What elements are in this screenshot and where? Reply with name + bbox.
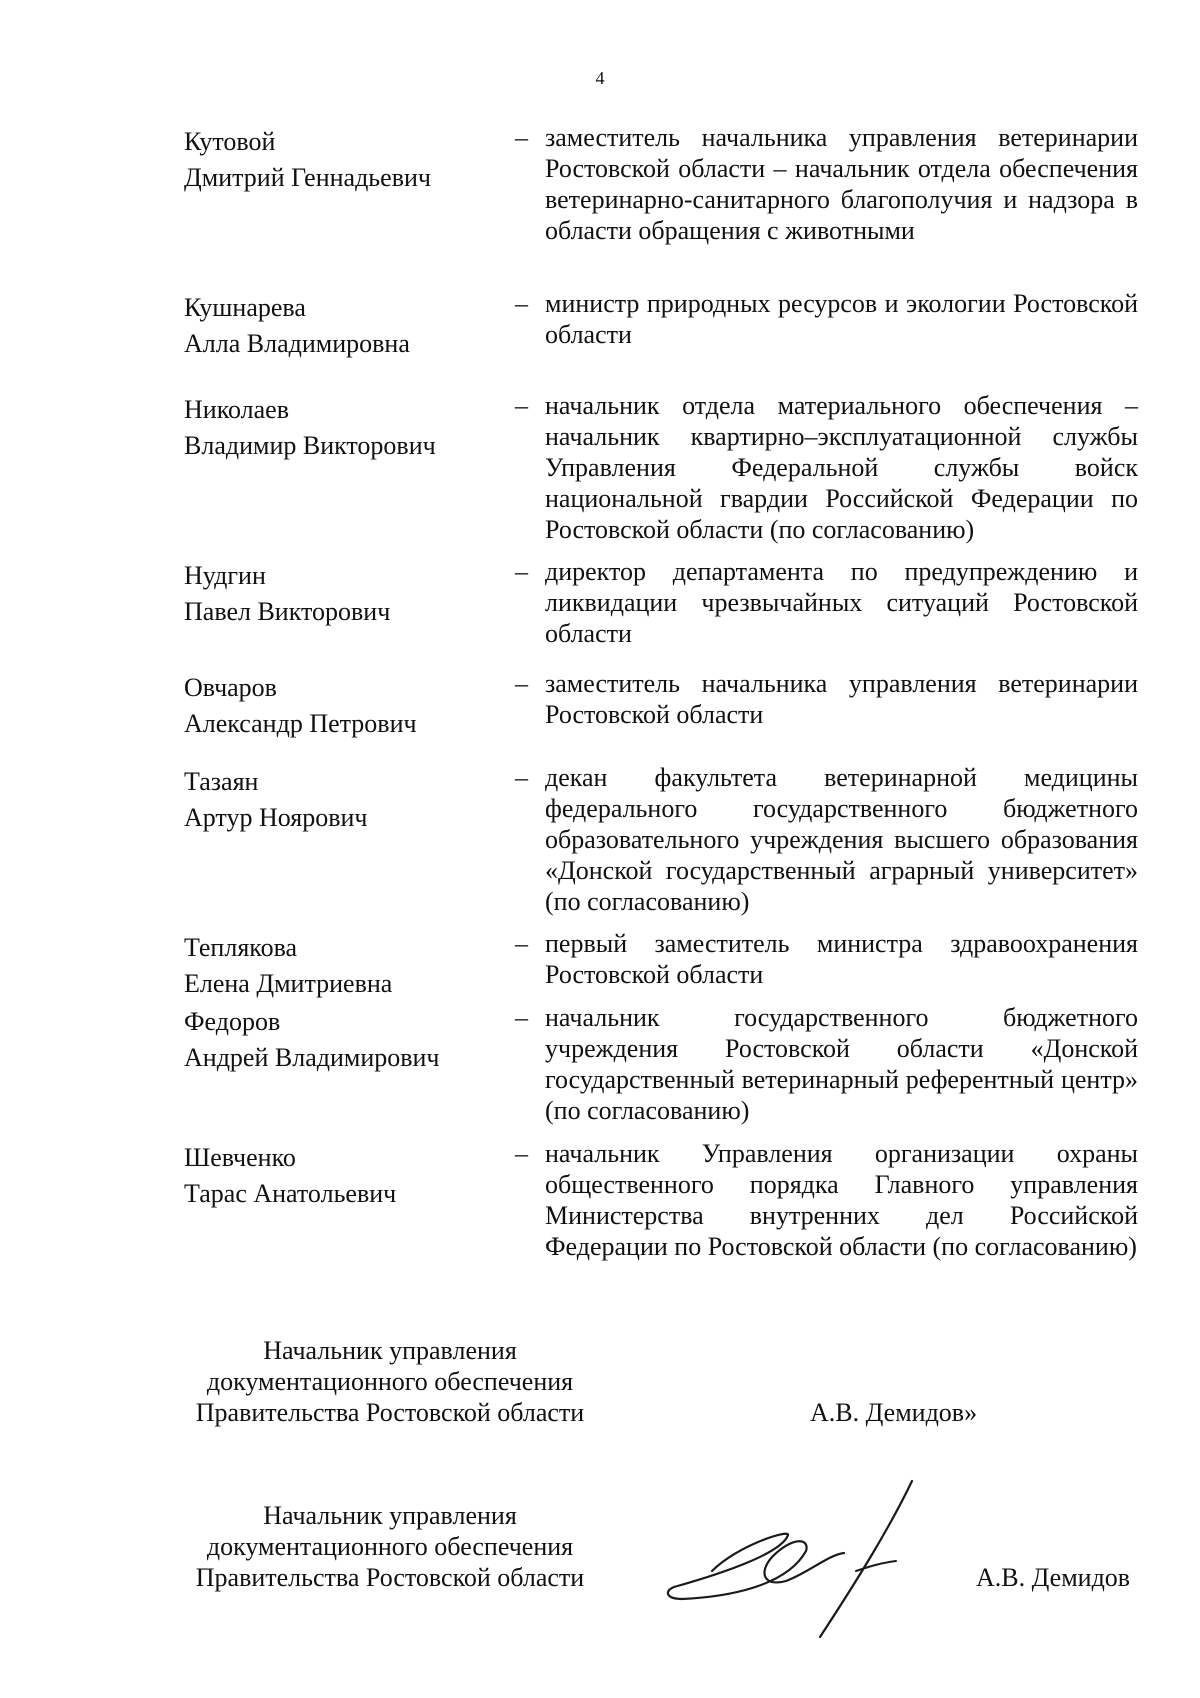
signatory-title-line: Начальник управления (263, 1501, 517, 1530)
entry-dash: – (515, 557, 528, 586)
member-role: заместитель начальника управления ветеринарии Ростовской области (545, 669, 1138, 729)
member-name (184, 670, 494, 742)
member-name (184, 124, 494, 196)
member-given-names: Алла Владимировна (184, 329, 410, 358)
member-role: начальник Управления организации охраны общественного порядка Главного управления Министерства внутренних дел Российской Федерации по Ростовской области (по согласованию) (545, 1139, 1138, 1261)
member-role: первый заместитель министра здравоохранения Ростовской области (545, 929, 1138, 989)
member-given-names: Андрей Владимирович (184, 1043, 440, 1072)
entry-dash: – (515, 123, 528, 152)
member-name (184, 930, 494, 1002)
member-surname: Федоров (184, 1007, 281, 1036)
entry-dash: – (515, 289, 528, 318)
signatory-name: А.В. Демидов» (810, 1398, 978, 1427)
signatory-title-line: Правительства Ростовской области (195, 1398, 585, 1427)
signatory-title-line: документационного обеспечения (206, 1367, 574, 1396)
signatory-title (170, 1500, 610, 1593)
member-name (184, 1140, 494, 1212)
member-given-names: Александр Петрович (184, 709, 417, 738)
page-number: 4 (595, 68, 605, 88)
member-surname: Тазаян (184, 767, 259, 796)
entry-dash: – (515, 391, 528, 420)
member-surname: Нудгин (184, 561, 266, 590)
member-given-names: Владимир Викторович (184, 431, 436, 460)
signatory-title (170, 1335, 610, 1428)
member-name (184, 1004, 494, 1076)
entry-dash: – (515, 929, 528, 958)
entry-dash: – (515, 1003, 528, 1032)
member-surname: Кушнарева (184, 293, 306, 322)
member-given-names: Тарас Анатольевич (184, 1179, 397, 1208)
member-role: министр природных ресурсов и экологии Ростовской области (545, 289, 1138, 349)
handwritten-signature (660, 1475, 940, 1645)
member-name (184, 558, 494, 630)
entry-dash: – (515, 1139, 528, 1168)
signatory-name: А.В. Демидов (976, 1563, 1131, 1592)
member-name (184, 392, 494, 464)
member-role: заместитель начальника управления ветеринарии Ростовской области – начальник отдела обеспечения ветеринарно-санитарного благополучия и надзора в области обращения с животными (545, 123, 1138, 245)
signatory-title-line: документационного обеспечения (206, 1532, 574, 1561)
member-name (184, 764, 494, 836)
member-given-names: Елена Дмитриевна (184, 969, 393, 998)
member-given-names: Павел Викторович (184, 597, 391, 626)
member-surname: Теплякова (184, 933, 298, 962)
member-role: начальник отдела материального обеспечения – начальник квартирно–эксплуатационной службы Управления Федеральной службы войск национальной гвардии Российской Федерации по Ростовской области (по согласованию) (545, 391, 1138, 544)
entry-dash: – (515, 763, 528, 792)
member-name (184, 290, 494, 362)
member-role: декан факультета ветеринарной медицины федерального государственного бюджетного образовательного учреждения высшего образования «Донской государственный аграрный университет» (по согласованию) (545, 763, 1138, 916)
member-surname: Николаев (184, 395, 289, 424)
member-given-names: Дмитрий Геннадьевич (184, 163, 431, 192)
member-role: начальник государственного бюджетного учреждения Ростовской области «Донской государственный ветеринарный референтный центр» (по согласованию) (545, 1003, 1138, 1125)
signatory-title-line: Начальник управления (263, 1336, 517, 1365)
member-surname: Овчаров (184, 673, 277, 702)
member-surname: Кутовой (184, 127, 276, 156)
member-given-names: Артур Ноярович (184, 803, 368, 832)
signatory-title-line: Правительства Ростовской области (195, 1563, 585, 1592)
entry-dash: – (515, 669, 528, 698)
member-role: директор департамента по предупреждению и ликвидации чрезвычайных ситуаций Ростовской области (545, 557, 1138, 648)
member-surname: Шевченко (184, 1143, 296, 1172)
